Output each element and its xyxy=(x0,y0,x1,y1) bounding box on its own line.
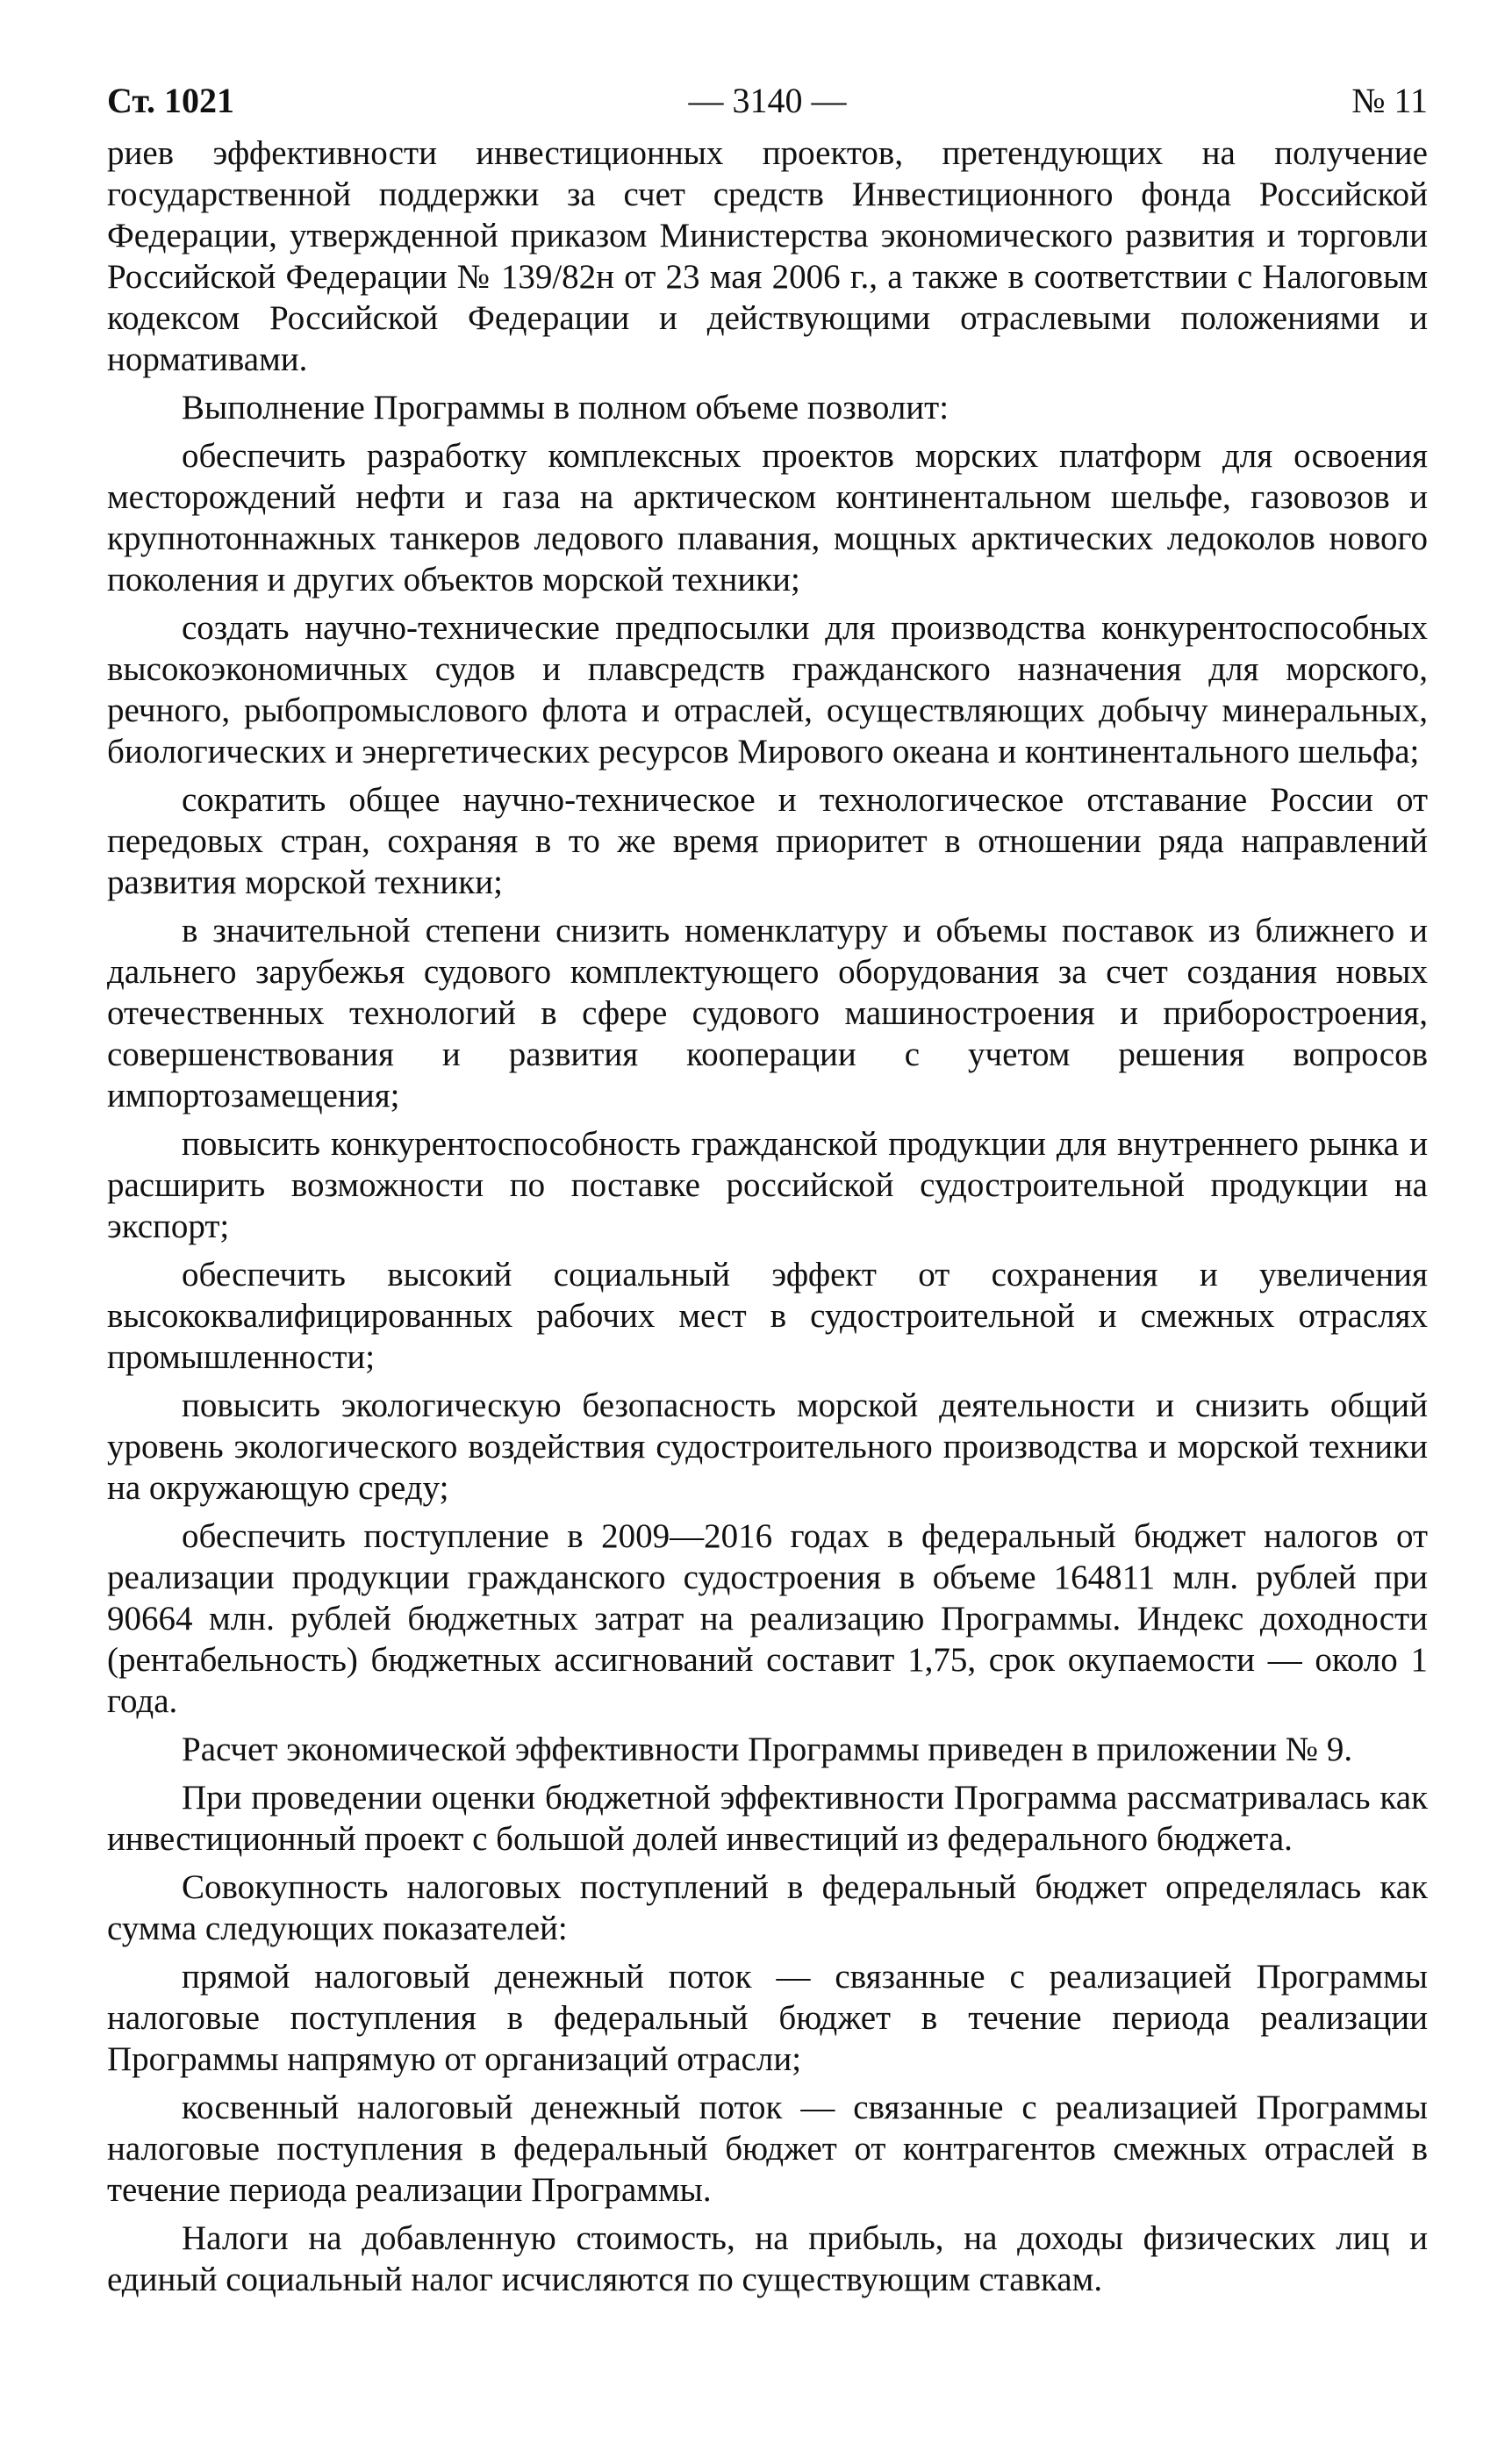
page-header xyxy=(107,75,1428,127)
paragraph: Расчет экономической эффективности Программы приведен в приложении № 9. xyxy=(182,1731,1353,1768)
paragraph: Совокупность налоговых поступлений в федеральный бюджет определялась как сумма следующих показателей: xyxy=(107,1868,1428,1947)
list-item: создать научно-технические предпосылки для производства конкурентоспособных высокоэкономичных судов и плавсредств гражданского назначения для морского, речного, рыбопромыслового флота и отраслей, осуществляющих добычу минеральных, биологических и энергетических ресурсов Мирового океана и континентального шельфа; xyxy=(107,609,1428,770)
list-item: в значительной степени снизить номенклатуру и объемы поставок из ближнего и дальнего зарубежья судового комплектующего оборудования за счет создания новых отечественных технологий в сфере судового машиностроения и приборостроения, совершенствования и развития кооперации с учетом решения вопросов импортозамещения; xyxy=(107,912,1428,1114)
document-body xyxy=(107,133,1428,2300)
issue-number: № 11 xyxy=(1351,81,1428,120)
article-number: Ст. 1021 xyxy=(107,81,234,120)
list-item: обеспечить высокий социальный эффект от сохранения и увеличения высококвалифицированных рабочих мест в судостроительной и смежных отраслях промышленности; xyxy=(107,1256,1428,1376)
page-number: — 3140 — xyxy=(688,81,847,120)
list-item: сократить общее научно-техническое и технологическое отставание России от передовых стран, сохраняя в то же время приоритет в отношении ряда направлений развития морской техники; xyxy=(107,781,1428,901)
paragraph-continuation: риев эффективности инвестиционных проектов, претендующих на получение государственной поддержки за счет средств Инвестиционного фонда Российской Федерации, утвержденной приказом Министерства экономического развития и торговли Российской Федерации № 139/82н от 23 мая 2006 г., а также в соответствии с Налоговым кодексом Российской Федерации и действующими отраслевыми положениями и нормативами. xyxy=(107,134,1428,378)
list-item: обеспечить разработку комплексных проектов морских платформ для освоения месторождений нефти и газа на арктическом континентальном шельфе, газовозов и крупнотоннажных танкеров ледового плавания, мощных арктических ледоколов нового поколения и других объектов морской техники; xyxy=(107,437,1428,598)
list-item: повысить экологическую безопасность морской деятельности и снизить общий уровень экологического воздействия судостроительного производства и морской техники на окружающую среду; xyxy=(107,1387,1428,1507)
paragraph: Выполнение Программы в полном объеме позволит: xyxy=(182,389,949,426)
list-item: прямой налоговый денежный поток — связанные с реализацией Программы налоговые поступления в федеральный бюджет в течение периода реализации Программы напрямую от организаций отрасли; xyxy=(107,1958,1428,2078)
list-item: косвенный налоговый денежный поток — связанные с реализацией Программы налоговые поступления в федеральный бюджет от контрагентов смежных отраслей в течение периода реализации Программы. xyxy=(107,2089,1428,2209)
list-item: повысить конкурентоспособность гражданской продукции для внутреннего рынка и расширить возможности по поставке российской судостроительной продукции на экспорт; xyxy=(107,1125,1428,1245)
paragraph: Налоги на добавленную стоимость, на прибыль, на доходы физических лиц и единый социальный налог исчисляются по существующим ставкам. xyxy=(107,2219,1428,2298)
list-item: обеспечить поступление в 2009—2016 годах в федеральный бюджет налогов от реализации продукции гражданского судостроения в объеме 164811 млн. рублей при 90664 млн. рублей бюджетных затрат на реализацию Программы. Индекс доходности (рентабельность) бюджетных ассигнований составит 1,75, срок окупаемости — около 1 года. xyxy=(107,1517,1428,1720)
paragraph: При проведении оценки бюджетной эффективности Программа рассматривалась как инвестиционный проект с большой долей инвестиций из федерального бюджета. xyxy=(107,1779,1428,1858)
